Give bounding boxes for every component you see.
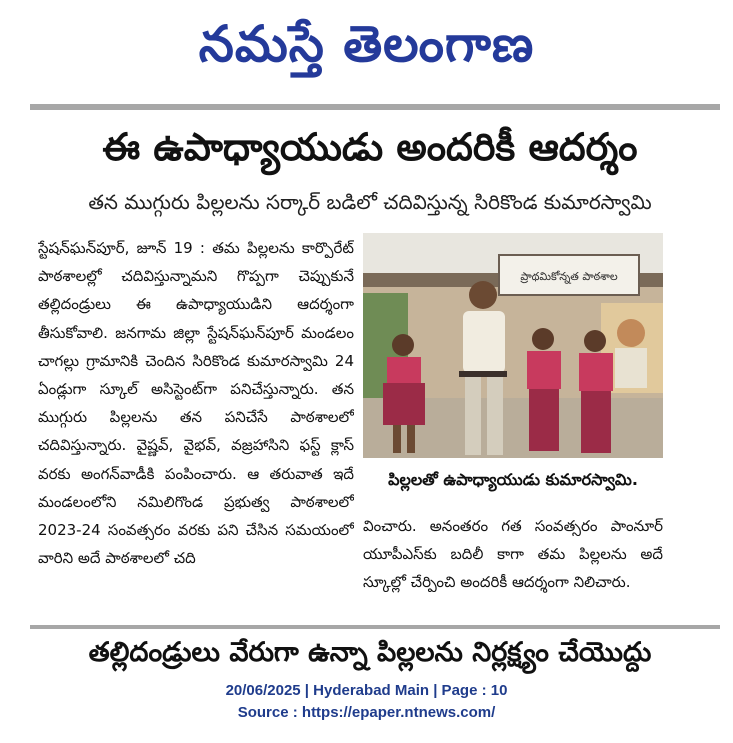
article-headline: ఈ ఉపాధ్యాయుడు అందరికీ ఆదర్శం xyxy=(102,125,638,169)
photo-caption: పిల్లలతో ఉపాధ్యాయుడు కుమారస్వామి. xyxy=(363,458,663,502)
masthead xyxy=(0,0,733,100)
second-article-headline: తల్లిదండ్రులు వేరుగా ఉన్నా పిల్లలను నిర్లక్ష్యం చేయొద్దు xyxy=(88,637,652,668)
article-body-left-column: స్టేషన్‌ఘన్‌పూర్, జూన్ 19 : తమ పిల్లలను కార్పొరేట్ పాఠశాలల్లో చదివిస్తున్నామని గొప్పగా చెప్పుకునే తల్లిదండ్రులు ఈ ఉపాధ్యాయుడిని ఆదర్శంగా తీసుకోవాలి. జనగామ జిల్లా స్టేషన్‌ఘన్‌పూర్ మండలం చాగల్లు గ్రామానికి చెందిన సిరికొండ కుమారస్వామి 24 ఏండ్లుగా స్కూల్ అసిస్టెంట్‌గా పనిచేస్తున్నారు. తన ముగ్గురు పిల్లలను తన పనిచేసే పాఠశాలలో చదివిస్తున్నారు. వైష్ణవ్, వైభవ్, వజ్రహాసిని ఫస్ట్ క్లాస్ వరకు అంగన్‌వాడీకి పంపించారు. ఆ తరువాత ఇదే మండలంలోని నమిలిగొండ ప్రభుత్వ పాఠశాలలో 2023-24 సంవత్సరం వరకు పని చేసిన సమయంలో వారిని అదే పాఠశాలలో చది xyxy=(38,239,354,568)
article-photo xyxy=(363,233,663,458)
article-body-right-column: వించారు. అనంతరం గత సంవత్సరం పాంనూర్ యూపీఎస్‌కు బదిలీ కాగా తమ పిల్లలను అదే స్కూల్లో చేర్పించి అందరికీ ఆదర్శంగా నిలిచారు. xyxy=(363,517,663,592)
epaper-footer xyxy=(0,680,733,730)
footer-date-edition: 20/06/2025 | Hyderabad Main | Page : 10 xyxy=(225,682,508,699)
bottom-divider xyxy=(30,625,720,629)
footer-source-link[interactable]: Source : https://epaper.ntnews.com/ xyxy=(237,704,496,721)
article-subheadline: తన ముగ్గురు పిల్లలను సర్కార్ బడిలో చదివిస్తున్న సిరికొండ కుమారస్వామి xyxy=(88,190,652,214)
top-divider xyxy=(30,104,720,110)
newspaper-logo: నమస్తే తెలంగాణ xyxy=(198,15,535,73)
school-sign-text: ప్రాథమికోన్నత పాఠశాల xyxy=(520,270,618,283)
